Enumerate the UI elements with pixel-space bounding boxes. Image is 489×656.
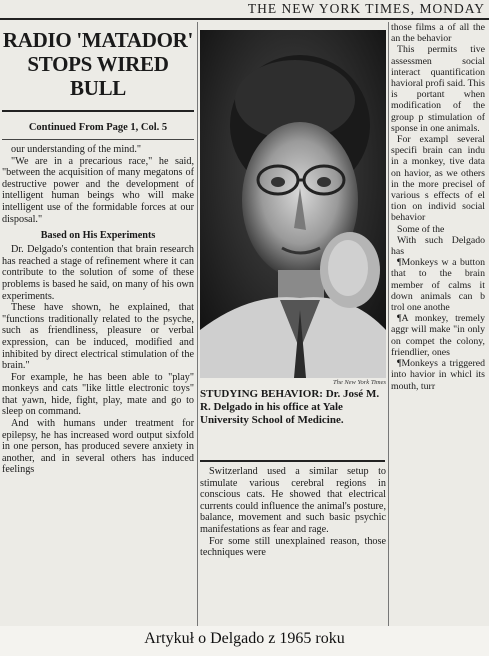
- photo-credit: The New York Times: [332, 379, 386, 386]
- caption-rule: [200, 460, 385, 462]
- column-divider: [388, 22, 389, 626]
- paragraph: This permits tive assessmen social interact quantification havioral profi said. This is portant when modification of the group p stimulation of sponse in one animals.: [391, 44, 485, 134]
- paragraph: These have shown, he explained, that "functions traditionally related to the psyche, such as friendliness, pleasure or verbal expression, can be induced, modified and inhibited by direct electrical stimulation of the brain.": [2, 302, 194, 372]
- column-divider: [197, 22, 198, 626]
- photo-caption: STUDYING BEHAVIOR: Dr. José M. R. Delgado in his office at Yale University School of Medicine.: [200, 388, 380, 426]
- paragraph: our understanding of the mind.": [11, 144, 142, 155]
- paragraph: With such Delgado has: [391, 234, 485, 258]
- paragraph: ¶A monkey, tremely aggr will make "in only on compet the colony, friendlier, ones: [391, 313, 485, 358]
- paragraph: ¶Monkeys a triggered into havior in whicl its mouth, turr: [391, 358, 485, 392]
- continued-line: Continued From Page 1, Col. 5: [28, 122, 168, 133]
- left-column: [2, 22, 194, 542]
- right-column: [391, 22, 485, 626]
- paragraph: "We are in a precarious race," he said, "between the acquisition of many megatons of destructive power and the development of intelligent human beings who will make intelligent use of the formidable forces at our disposal.": [2, 155, 194, 225]
- paragraph: And with humans under treatment for epilepsy, he has increased word output sixfold in one person, has produced severe anxiety in another, and in several others has induced feelings: [2, 418, 194, 476]
- divider: [2, 139, 194, 140]
- headline-rule: [2, 110, 194, 112]
- paragraph: For example, he has been able to "play" monkeys and cats "like little electronic toys" that yawn, hide, fight, play, mate and go to sleep on command.: [2, 371, 194, 418]
- image-caption: Artykuł o Delgado z 1965 roku: [144, 630, 345, 647]
- headline: RADIO 'MATADOR' STOPS WIRED BULL: [2, 28, 194, 100]
- portrait-photo: [200, 30, 386, 378]
- paragraph: Dr. Delgado's contention that brain research has reached a stage of refinement where it can contribute to the solution of some of these problems is based he said, on many of his own experiments.: [2, 244, 194, 302]
- masthead: THE NEW YORK TIMES, MONDAY: [247, 1, 485, 16]
- masthead-rule: [0, 18, 489, 20]
- paragraph: For exampl several specifi brain can indu in a monkey, tive data on havior, as we others in the more precisel of various s effects of el tion on individ social behavior: [391, 134, 485, 224]
- paragraph: Some of the: [397, 223, 445, 235]
- middle-column: [200, 466, 386, 626]
- subhead: Based on His Experiments: [40, 230, 156, 242]
- paragraph: ¶Monkeys w a button that to the brain member of calms it down animals can b trol one anothe: [391, 257, 485, 314]
- paragraph: For some still unexplained reason, those techniques were: [200, 535, 386, 559]
- paragraph: Switzerland used a similar setup to stimulate various cerebral regions in conscious cats. He showed that electrical currents could influence the animal's posture, balance, movement and such basic psychic manifestations as fear and rage.: [200, 466, 386, 535]
- portrait-image: [200, 30, 386, 378]
- paragraph: those films a of all the an the behavior: [391, 22, 485, 45]
